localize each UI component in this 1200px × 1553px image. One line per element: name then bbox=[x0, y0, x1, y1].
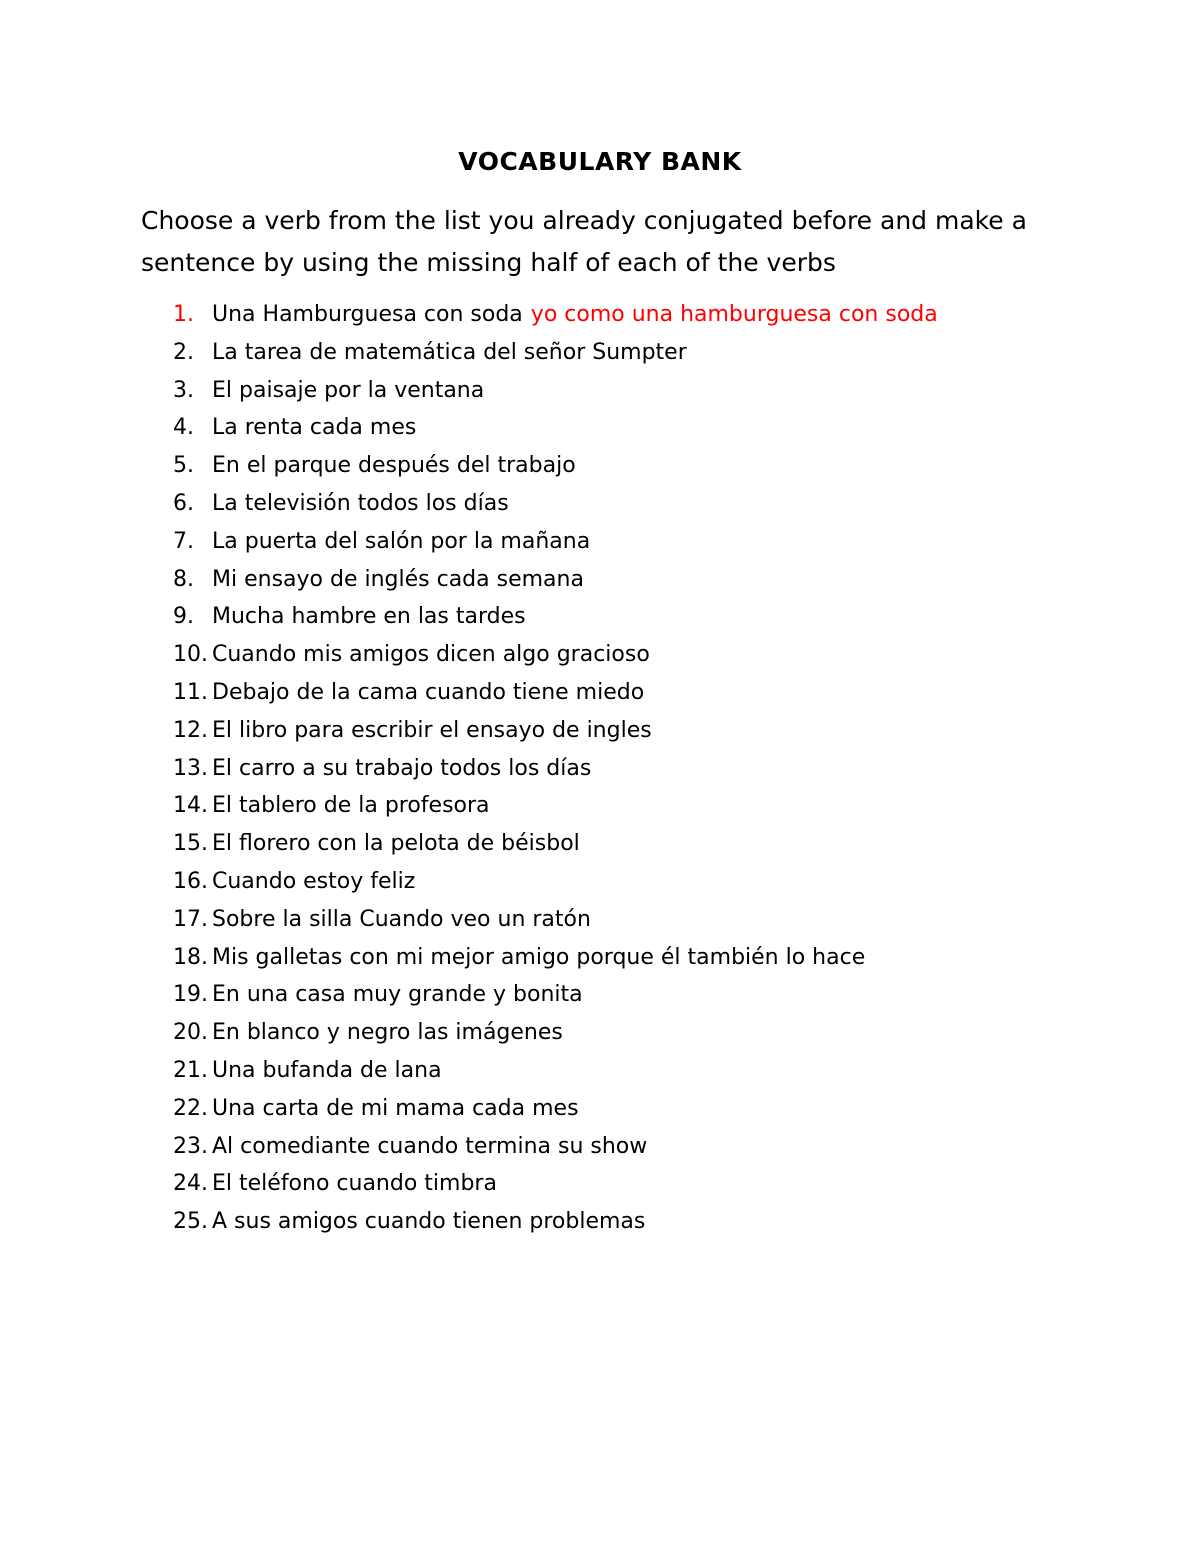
instructions-paragraph: Choose a verb from the list you already conjugated before and make a sentence by using the missing half of each of the verbs bbox=[141, 206, 1027, 277]
list-item bbox=[0, 939, 1200, 977]
page-title: VOCABULARY BANK bbox=[458, 147, 742, 176]
item-number: 1. bbox=[173, 302, 194, 327]
list-item bbox=[0, 485, 1200, 523]
item-number: 11. bbox=[173, 679, 208, 705]
item-number: 18. bbox=[173, 944, 208, 970]
item-text: El tablero de la profesora bbox=[212, 793, 490, 819]
item-number: 15. bbox=[173, 831, 208, 857]
list-item bbox=[0, 1014, 1200, 1052]
item-number: 7. bbox=[173, 528, 194, 554]
item-number: 4. bbox=[173, 415, 194, 441]
item-number: 19. bbox=[173, 982, 208, 1008]
item-text: Mis galletas con mi mejor amigo porque él también lo hace bbox=[212, 944, 866, 970]
item-number: 20. bbox=[173, 1020, 208, 1046]
list-item bbox=[0, 598, 1200, 636]
list-item bbox=[0, 976, 1200, 1014]
item-number: 3. bbox=[173, 377, 194, 403]
item-text: Una carta de mi mama cada mes bbox=[212, 1095, 579, 1121]
item-text: Una bufanda de lana bbox=[212, 1057, 442, 1083]
list-item bbox=[0, 901, 1200, 939]
list-item bbox=[0, 863, 1200, 901]
item-text: Cuando mis amigos dicen algo gracioso bbox=[212, 642, 650, 668]
item-text: Debajo de la cama cuando tiene miedo bbox=[212, 679, 645, 705]
item-number: 12. bbox=[173, 717, 208, 743]
item-text: El carro a su trabajo todos los días bbox=[212, 755, 592, 781]
item-number: 8. bbox=[173, 566, 194, 592]
item-text: El paisaje por la ventana bbox=[212, 377, 485, 403]
item-text: A sus amigos cuando tienen problemas bbox=[212, 1209, 646, 1235]
item-number: 9. bbox=[173, 604, 194, 630]
list-item bbox=[0, 1165, 1200, 1203]
item-number: 22. bbox=[173, 1095, 208, 1121]
list-item bbox=[0, 1128, 1200, 1166]
list-item bbox=[0, 636, 1200, 674]
item-text: En una casa muy grande y bonita bbox=[212, 982, 583, 1008]
item-text: En blanco y negro las imágenes bbox=[212, 1020, 563, 1046]
list-item bbox=[0, 1052, 1200, 1090]
item-text: El libro para escribir el ensayo de ingles bbox=[212, 717, 652, 743]
item-number: 2. bbox=[173, 339, 194, 365]
item-text: La tarea de matemática del señor Sumpter bbox=[212, 339, 687, 365]
list-item bbox=[0, 334, 1200, 372]
list-item bbox=[0, 1090, 1200, 1128]
item-text: Mucha hambre en las tardes bbox=[212, 604, 526, 630]
exercise-list bbox=[0, 296, 1200, 1241]
item-number: 13. bbox=[173, 755, 208, 781]
item-text: Cuando estoy feliz bbox=[212, 868, 416, 894]
item-number: 17. bbox=[173, 906, 208, 932]
item-number: 10. bbox=[173, 642, 208, 668]
list-item bbox=[0, 523, 1200, 561]
item-text: La televisión todos los días bbox=[212, 490, 509, 516]
item-text: Mi ensayo de inglés cada semana bbox=[212, 566, 584, 592]
list-item bbox=[0, 787, 1200, 825]
item-text: La puerta del salón por la mañana bbox=[212, 528, 591, 554]
item-number: 25. bbox=[173, 1209, 208, 1235]
item-number: 16. bbox=[173, 868, 208, 894]
item-answer: yo como una hamburguesa con soda bbox=[530, 302, 938, 327]
list-item bbox=[0, 561, 1200, 599]
list-item bbox=[0, 712, 1200, 750]
item-text: Sobre la silla Cuando veo un ratón bbox=[212, 906, 591, 932]
item-text: Una Hamburguesa con soda bbox=[212, 302, 523, 327]
list-item bbox=[0, 296, 1200, 334]
item-text: El florero con la pelota de béisbol bbox=[212, 831, 580, 857]
list-item bbox=[0, 750, 1200, 788]
item-number: 24. bbox=[173, 1171, 208, 1197]
list-item bbox=[0, 447, 1200, 485]
item-number: 6. bbox=[173, 490, 194, 516]
list-item bbox=[0, 674, 1200, 712]
item-number: 14. bbox=[173, 793, 208, 819]
list-item bbox=[0, 372, 1200, 410]
item-text: En el parque después del trabajo bbox=[212, 453, 576, 479]
list-item bbox=[0, 825, 1200, 863]
item-number: 23. bbox=[173, 1133, 208, 1159]
list-item bbox=[0, 1203, 1200, 1241]
item-text: El teléfono cuando timbra bbox=[212, 1171, 497, 1197]
list-item bbox=[0, 409, 1200, 447]
item-text: La renta cada mes bbox=[212, 415, 417, 441]
item-number: 21. bbox=[173, 1057, 208, 1083]
item-text: Al comediante cuando termina su show bbox=[212, 1133, 648, 1159]
item-number: 5. bbox=[173, 453, 194, 479]
